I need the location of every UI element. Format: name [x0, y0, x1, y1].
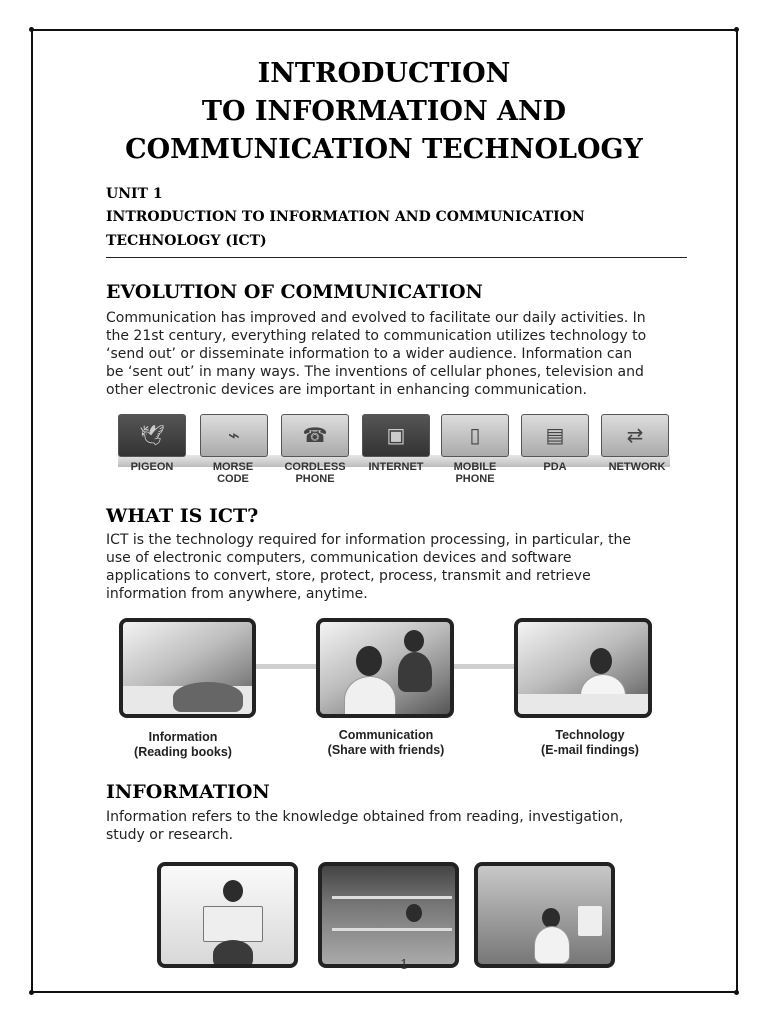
unit-heading-line-1: INTRODUCTION TO INFORMATION AND COMMUNICATION	[106, 209, 585, 225]
ict-line: information from anywhere, anytime.	[106, 586, 368, 602]
evolution-heading: EVOLUTION OF COMMUNICATION	[106, 281, 483, 303]
page-title-line-3: COMMUNICATION TECHNOLOGY	[125, 134, 643, 165]
strip-label: NETWORK	[608, 461, 666, 473]
information-line: Information refers to the knowledge obtained from reading, investigation,	[106, 809, 624, 825]
ict-line: ICT is the technology required for information processing, in particular, the	[106, 532, 632, 548]
strip-label: PDA	[543, 461, 567, 473]
unit-number: UNIT 1	[106, 186, 163, 202]
strip-label: PIGEON	[130, 461, 174, 473]
communication-caption: Communication (Share with friends)	[327, 728, 445, 757]
cordless-phone-icon: ☎	[281, 414, 349, 457]
frame-corner-dot	[734, 27, 739, 32]
information-paragraph	[106, 808, 706, 844]
evolution-line: Communication has improved and evolved to facilitate our daily activities. In	[106, 310, 646, 326]
information-line: study or research.	[106, 827, 234, 843]
section-divider	[106, 257, 687, 258]
computer-icon: ▣	[362, 414, 430, 457]
newspaper-reader-photo	[157, 862, 298, 968]
ict-heading: WHAT IS ICT?	[106, 505, 259, 527]
ict-line: applications to convert, store, protect, process, transmit and retrieve	[106, 568, 591, 584]
evolution-line: the 21st century, everything related to communication utilizes technology to	[106, 328, 647, 344]
page-title-line-2: TO INFORMATION AND	[201, 96, 567, 127]
computer-lab-photo	[474, 862, 615, 968]
page-title-line-1: INTRODUCTION	[257, 58, 511, 89]
email-findings-photo	[514, 618, 652, 718]
evolution-line: other electronic devices are important in enhancing communication.	[106, 382, 587, 398]
laboratory-photo	[318, 862, 459, 968]
reading-books-photo	[119, 618, 256, 718]
information-caption: Information (Reading books)	[134, 730, 232, 759]
share-with-friends-photo	[316, 618, 454, 718]
page-number: 1	[400, 958, 409, 973]
morse-key-icon: ⌁	[200, 414, 268, 457]
frame-corner-dot	[734, 990, 739, 995]
unit-heading-line-2: TECHNOLOGY (ICT)	[106, 233, 267, 249]
frame-corner-dot	[29, 27, 34, 32]
evolution-paragraph	[106, 309, 706, 399]
pda-icon: ▤	[521, 414, 589, 457]
technology-caption: Technology (E-mail findings)	[541, 728, 639, 757]
strip-label: INTERNET	[368, 461, 424, 473]
frame-corner-dot	[29, 990, 34, 995]
evolution-line: be ‘sent out’ in many ways. The inventions of cellular phones, television and	[106, 364, 644, 380]
strip-label: MORSE CODE	[212, 461, 254, 485]
information-heading: INFORMATION	[106, 781, 270, 803]
ict-line: use of electronic computers, communication devices and software	[106, 550, 572, 566]
network-icon: ⇄	[601, 414, 669, 457]
strip-label: CORDLESS PHONE	[284, 461, 346, 485]
strip-label: MOBILE PHONE	[453, 461, 497, 485]
pigeon-icon: 🕊	[118, 414, 186, 457]
evolution-line: ‘send out’ or disseminate information to a wider audience. Information can	[106, 346, 633, 362]
ict-paragraph	[106, 531, 706, 603]
mobile-phone-icon: ▯	[441, 414, 509, 457]
